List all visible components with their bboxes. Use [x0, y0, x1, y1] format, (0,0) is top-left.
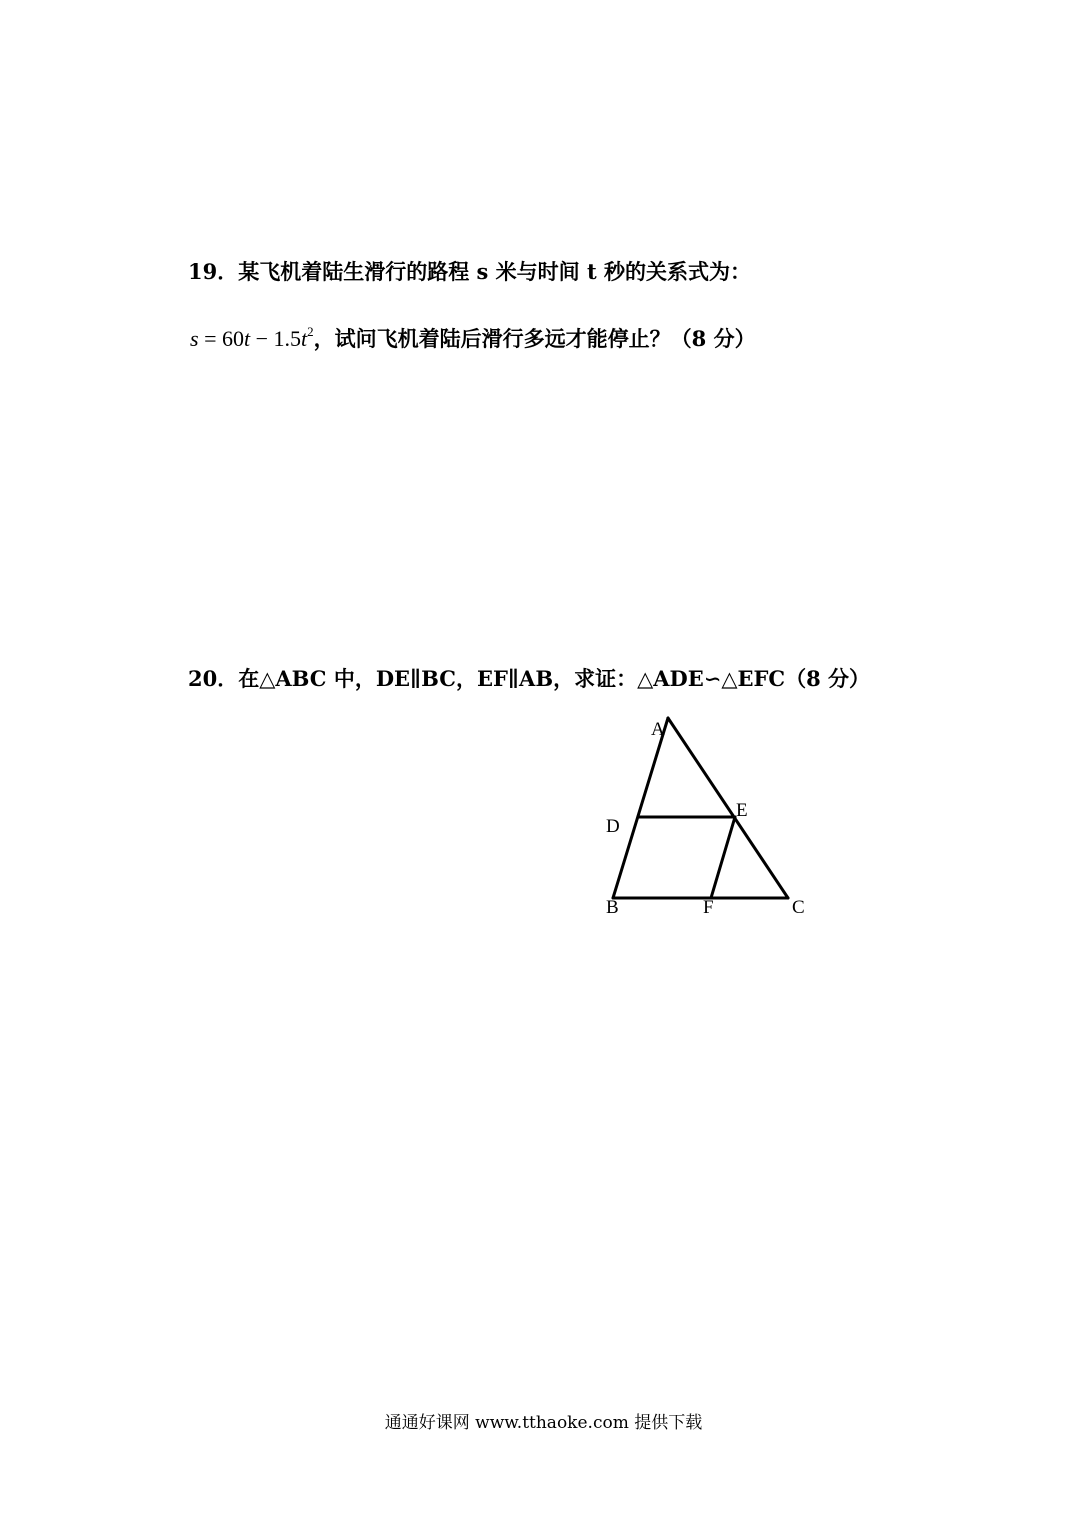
question-19-formula-line — [190, 318, 756, 353]
label-D: D — [606, 816, 620, 837]
triangle-figure — [595, 710, 825, 940]
question-19-text: 19．某飞机着陆生滑行的路程 s 米与时间 t 秒的关系式为： — [188, 259, 751, 284]
label-B: B — [606, 897, 619, 918]
formula-part: = 60 — [198, 326, 244, 351]
segment-AC — [668, 718, 788, 898]
label-E: E — [736, 800, 748, 821]
label-A: A — [651, 719, 665, 740]
label-C: C — [792, 897, 805, 918]
question-19-prompt: ，试问飞机着陆后滑行多远才能停止？（8 分） — [313, 326, 756, 351]
formula-var-t: t — [243, 326, 251, 351]
segment-AB — [613, 718, 668, 898]
page-footer: 通通好课网 www.tthaoke.com 提供下载 — [384, 1413, 703, 1433]
formula-var-s: s — [190, 326, 199, 351]
label-F: F — [703, 897, 714, 918]
formula-var-t: t — [301, 326, 308, 351]
formula-part: − 1.5 — [250, 326, 302, 351]
formula-exponent: 2 — [307, 324, 314, 339]
segment-EF — [711, 817, 735, 898]
question-20-text: 20．在△ABC 中，DE∥BC，EF∥AB，求证：△ADE∽△EFC（8 分） — [188, 666, 871, 691]
distance-formula — [190, 326, 314, 351]
